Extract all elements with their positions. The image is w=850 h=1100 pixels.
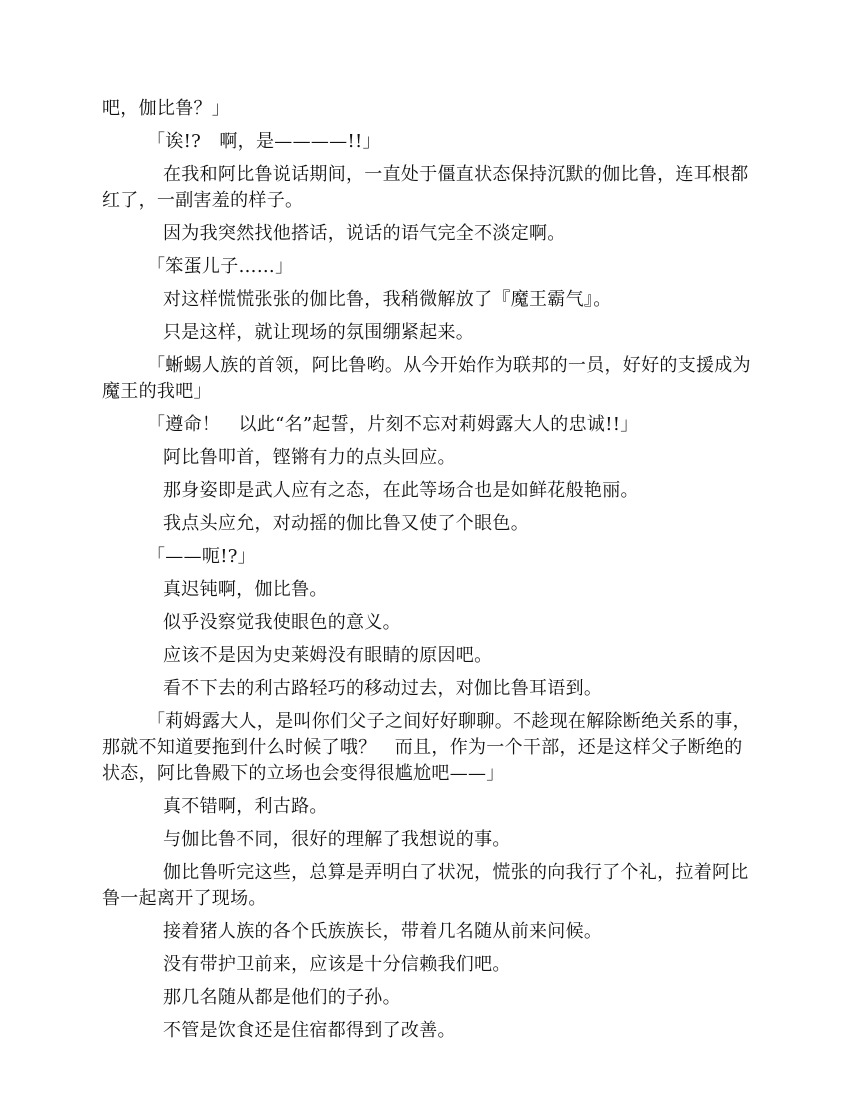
narration-paragraph: 似乎没察觉我使眼色的意义。 [163, 612, 401, 633]
dialogue-paragraph: 「诶!? 啊，是————!!」 [147, 131, 381, 152]
narration-paragraph: 吧，伽比鲁？」 [102, 98, 231, 119]
narration-paragraph: 伽比鲁听完这些，总算是弄明白了状况，慌张的向我行了个礼，拉着阿比鲁一起离开了现场。 [102, 862, 749, 909]
narration-paragraph: 只是这样，就让现场的氛围绷紧起来。 [163, 322, 475, 343]
narration-paragraph: 在我和阿比鲁说话期间，一直处于僵直状态保持沉默的伽比鲁，连耳根都红了，一副害羞的样子。 [102, 164, 749, 211]
narration-paragraph: 真不错啊，利古路。 [163, 796, 328, 817]
narration-paragraph: 看不下去的利古路轻巧的移动过去，对伽比鲁耳语到。 [163, 678, 603, 699]
narration-paragraph: 那几名随从都是他们的子孙。 [163, 987, 401, 1008]
dialogue-paragraph: 「笨蛋儿子……」 [147, 256, 294, 277]
narration-paragraph: 因为我突然找他搭话，说话的语气完全不淡定啊。 [163, 223, 566, 244]
narration-paragraph: 应该不是因为史莱姆没有眼睛的原因吧。 [163, 645, 493, 666]
body-text [102, 96, 752, 1051]
narration-paragraph: 没有带护卫前来，应该是十分信赖我们吧。 [163, 954, 511, 975]
narration-paragraph: 真迟钝啊，伽比鲁。 [163, 579, 328, 600]
narration-paragraph: 与伽比鲁不同，很好的理解了我想说的事。 [163, 829, 511, 850]
dialogue-paragraph: 「遵命！ 以此“名”起誓，片刻不忘对莉姆露大人的忠诚!!」 [147, 414, 639, 435]
narration-paragraph: 阿比鲁叩首，铿锵有力的点头回应。 [163, 447, 456, 468]
dialogue-paragraph: 「——呃!?」 [147, 546, 256, 567]
dialogue-paragraph: 「莉姆露大人，是叫你们父子之间好好聊聊。不趁现在解除断绝关系的事，那就不知道要拖到什么时候了哦？ 而且，作为一个干部，还是这样父子断绝的状态，阿比鲁殿下的立场也会变得很尴尬吧——」 [102, 711, 751, 784]
dialogue-paragraph: 「蜥蜴人族的首领，阿比鲁哟。从今开始作为联邦的一员，好好的支援成为魔王的我吧」 [102, 355, 751, 402]
narration-paragraph: 对这样慌慌张张的伽比鲁，我稍微解放了『魔王霸气』。 [163, 289, 612, 310]
narration-paragraph: 接着猪人族的各个氏族族长，带着几名随从前来问候。 [163, 921, 603, 942]
narration-paragraph: 我点头应允，对动摇的伽比鲁又使了个眼色。 [163, 513, 529, 534]
narration-paragraph: 不管是饮食还是住宿都得到了改善。 [163, 1020, 456, 1041]
narration-paragraph: 那身姿即是武人应有之态，在此等场合也是如鲜花般艳丽。 [163, 480, 639, 501]
